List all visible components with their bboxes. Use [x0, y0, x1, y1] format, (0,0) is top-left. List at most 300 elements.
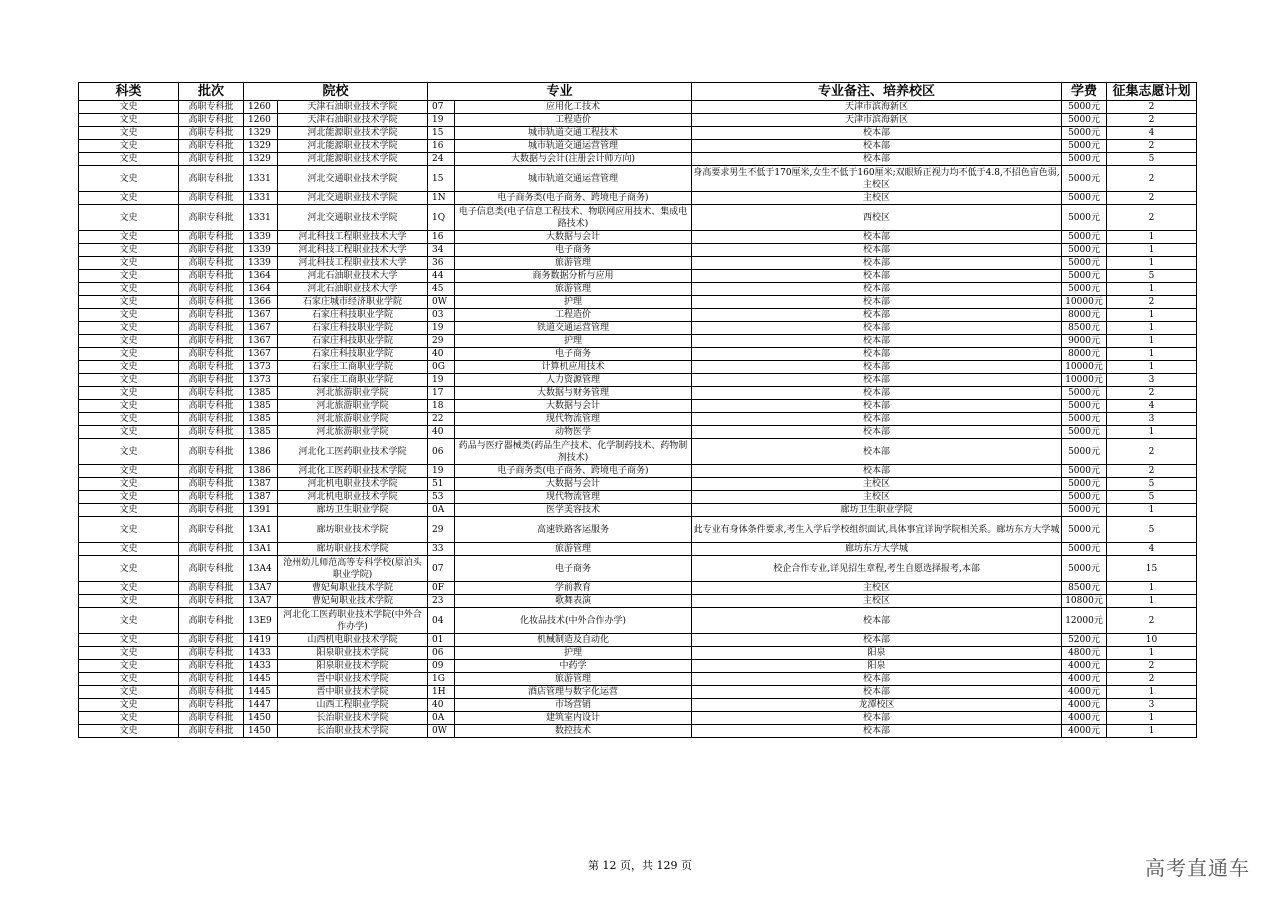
- school-name-cell: 长治职业技术学院: [278, 712, 428, 725]
- remarks-cell: 校企合作专业,详见招生章程,考生自愿选择报考,本部: [692, 556, 1062, 582]
- batch-cell: 高职专科批: [179, 673, 244, 686]
- major-code-cell: 16: [428, 140, 455, 153]
- table-row: [79, 309, 1197, 322]
- tuition-cell: 5000元: [1062, 439, 1107, 465]
- tuition-cell: 5000元: [1062, 192, 1107, 205]
- remarks-cell: 校本部: [692, 296, 1062, 309]
- batch-cell: 高职专科批: [179, 335, 244, 348]
- school-code-cell: 1331: [244, 166, 278, 192]
- tuition-cell: 5000元: [1062, 387, 1107, 400]
- header-major: 专业: [428, 83, 692, 101]
- batch-cell: 高职专科批: [179, 387, 244, 400]
- tuition-cell: 5000元: [1062, 140, 1107, 153]
- category-cell: 文史: [79, 699, 179, 712]
- tuition-cell: 8500元: [1062, 582, 1107, 595]
- tuition-cell: 8000元: [1062, 348, 1107, 361]
- school-name-cell: 晋中职业技术学院: [278, 673, 428, 686]
- plan-cell: 1: [1107, 283, 1197, 296]
- school-code-cell: 1331: [244, 205, 278, 231]
- major-name-cell: 电子商务: [455, 556, 692, 582]
- batch-cell: 高职专科批: [179, 309, 244, 322]
- batch-cell: 高职专科批: [179, 192, 244, 205]
- major-name-cell: 大数据与会计: [455, 478, 692, 491]
- school-name-cell: 河北科技工程职业技术大学: [278, 231, 428, 244]
- school-name-cell: 石家庄科技职业学院: [278, 322, 428, 335]
- category-cell: 文史: [79, 361, 179, 374]
- school-name-cell: 晋中职业技术学院: [278, 686, 428, 699]
- major-name-cell: 人力资源管理: [455, 374, 692, 387]
- school-name-cell: 河北旅游职业学院: [278, 426, 428, 439]
- plan-cell: 2: [1107, 114, 1197, 127]
- category-cell: 文史: [79, 101, 179, 114]
- plan-cell: 1: [1107, 322, 1197, 335]
- table-row: [79, 257, 1197, 270]
- school-name-cell: 河北石油职业技术大学: [278, 283, 428, 296]
- table-row: [79, 660, 1197, 673]
- remarks-cell: 校本部: [692, 348, 1062, 361]
- school-code-cell: 1385: [244, 426, 278, 439]
- table-row: [79, 712, 1197, 725]
- remarks-cell: 校本部: [692, 387, 1062, 400]
- major-name-cell: 护理: [455, 296, 692, 309]
- table-row: [79, 699, 1197, 712]
- batch-cell: 高职专科批: [179, 231, 244, 244]
- table-body: [79, 101, 1197, 738]
- remarks-cell: 校本部: [692, 127, 1062, 140]
- major-code-cell: 19: [428, 465, 455, 478]
- remarks-cell: 校本部: [692, 725, 1062, 738]
- school-code-cell: 1373: [244, 374, 278, 387]
- major-name-cell: 电子商务类(电子商务、跨境电子商务): [455, 465, 692, 478]
- batch-cell: 高职专科批: [179, 686, 244, 699]
- school-name-cell: 长治职业技术学院: [278, 725, 428, 738]
- school-code-cell: 1364: [244, 283, 278, 296]
- plan-cell: 5: [1107, 491, 1197, 504]
- remarks-cell: 校本部: [692, 335, 1062, 348]
- school-name-cell: 河北机电职业技术学院: [278, 478, 428, 491]
- school-code-cell: 1385: [244, 387, 278, 400]
- category-cell: 文史: [79, 114, 179, 127]
- major-code-cell: 09: [428, 660, 455, 673]
- table-row: [79, 374, 1197, 387]
- tuition-cell: 5000元: [1062, 478, 1107, 491]
- remarks-cell: 此专业有身体条件要求,考生入学后学校组织面试,具体事宜详询学院相关系。廊坊东方大学城: [692, 517, 1062, 543]
- school-code-cell: 1331: [244, 192, 278, 205]
- major-code-cell: 16: [428, 231, 455, 244]
- tuition-cell: 5200元: [1062, 634, 1107, 647]
- major-name-cell: 工程造价: [455, 309, 692, 322]
- remarks-cell: 校本部: [692, 400, 1062, 413]
- plan-cell: 3: [1107, 413, 1197, 426]
- plan-cell: 2: [1107, 101, 1197, 114]
- plan-cell: 1: [1107, 231, 1197, 244]
- school-name-cell: 河北科技工程职业技术大学: [278, 244, 428, 257]
- school-name-cell: 河北化工医药职业技术学院: [278, 439, 428, 465]
- remarks-cell: 校本部: [692, 374, 1062, 387]
- category-cell: 文史: [79, 127, 179, 140]
- table-row: [79, 647, 1197, 660]
- major-name-cell: 电子商务: [455, 348, 692, 361]
- tuition-cell: 5000元: [1062, 127, 1107, 140]
- table-row: [79, 348, 1197, 361]
- category-cell: 文史: [79, 270, 179, 283]
- major-name-cell: 机械制造及自动化: [455, 634, 692, 647]
- table-row: [79, 426, 1197, 439]
- remarks-cell: 主校区: [692, 192, 1062, 205]
- major-name-cell: 应用化工技术: [455, 101, 692, 114]
- plan-cell: 5: [1107, 517, 1197, 543]
- tuition-cell: 5000元: [1062, 413, 1107, 426]
- category-cell: 文史: [79, 426, 179, 439]
- category-cell: 文史: [79, 400, 179, 413]
- batch-cell: 高职专科批: [179, 153, 244, 166]
- category-cell: 文史: [79, 543, 179, 556]
- major-name-cell: 铁道交通运营管理: [455, 322, 692, 335]
- major-code-cell: 19: [428, 322, 455, 335]
- major-code-cell: 45: [428, 283, 455, 296]
- major-name-cell: 护理: [455, 647, 692, 660]
- remarks-cell: 校本部: [692, 322, 1062, 335]
- school-code-cell: 1364: [244, 270, 278, 283]
- remarks-cell: 校本部: [692, 244, 1062, 257]
- school-name-cell: 河北机电职业技术学院: [278, 491, 428, 504]
- major-code-cell: 17: [428, 387, 455, 400]
- table-row: [79, 192, 1197, 205]
- tuition-cell: 5000元: [1062, 517, 1107, 543]
- major-name-cell: 电子信息类(电子信息工程技术、物联网应用技术、集成电路技术): [455, 205, 692, 231]
- school-code-cell: 1367: [244, 309, 278, 322]
- major-name-cell: 商务数据分析与应用: [455, 270, 692, 283]
- school-code-cell: 1445: [244, 673, 278, 686]
- major-code-cell: 1N: [428, 192, 455, 205]
- tuition-cell: 10000元: [1062, 374, 1107, 387]
- remarks-cell: 校本部: [692, 231, 1062, 244]
- table-header-row: [79, 83, 1197, 101]
- major-name-cell: 大数据与财务管理: [455, 387, 692, 400]
- tuition-cell: 4000元: [1062, 699, 1107, 712]
- school-code-cell: 1339: [244, 244, 278, 257]
- remarks-cell: 天津市滨海新区: [692, 114, 1062, 127]
- batch-cell: 高职专科批: [179, 322, 244, 335]
- category-cell: 文史: [79, 335, 179, 348]
- batch-cell: 高职专科批: [179, 127, 244, 140]
- major-name-cell: 旅游管理: [455, 673, 692, 686]
- category-cell: 文史: [79, 673, 179, 686]
- school-name-cell: 廊坊职业技术学院: [278, 517, 428, 543]
- school-code-cell: 13A1: [244, 517, 278, 543]
- school-code-cell: 1450: [244, 712, 278, 725]
- header-category: 科类: [79, 83, 179, 101]
- school-name-cell: 曹妃甸职业技术学院: [278, 595, 428, 608]
- school-code-cell: 13A1: [244, 543, 278, 556]
- plan-cell: 1: [1107, 348, 1197, 361]
- plan-cell: 1: [1107, 257, 1197, 270]
- plan-cell: 1: [1107, 582, 1197, 595]
- batch-cell: 高职专科批: [179, 504, 244, 517]
- category-cell: 文史: [79, 634, 179, 647]
- category-cell: 文史: [79, 504, 179, 517]
- major-name-cell: 护理: [455, 335, 692, 348]
- major-code-cell: 44: [428, 270, 455, 283]
- tuition-cell: 5000元: [1062, 491, 1107, 504]
- header-batch: 批次: [179, 83, 244, 101]
- school-code-cell: 13A7: [244, 595, 278, 608]
- major-code-cell: 0G: [428, 361, 455, 374]
- major-code-cell: 51: [428, 478, 455, 491]
- category-cell: 文史: [79, 231, 179, 244]
- batch-cell: 高职专科批: [179, 114, 244, 127]
- major-name-cell: 现代物流管理: [455, 491, 692, 504]
- school-code-cell: 1373: [244, 361, 278, 374]
- school-code-cell: 1329: [244, 140, 278, 153]
- major-name-cell: 大数据与会计: [455, 231, 692, 244]
- major-code-cell: 0A: [428, 504, 455, 517]
- category-cell: 文史: [79, 712, 179, 725]
- plan-cell: 15: [1107, 556, 1197, 582]
- major-name-cell: 计算机应用技术: [455, 361, 692, 374]
- major-code-cell: 06: [428, 647, 455, 660]
- major-code-cell: 0A: [428, 712, 455, 725]
- category-cell: 文史: [79, 205, 179, 231]
- remarks-cell: 校本部: [692, 413, 1062, 426]
- batch-cell: 高职专科批: [179, 608, 244, 634]
- category-cell: 文史: [79, 387, 179, 400]
- major-name-cell: 工程造价: [455, 114, 692, 127]
- remarks-cell: 廊坊卫生职业学院: [692, 504, 1062, 517]
- school-code-cell: 1339: [244, 257, 278, 270]
- tuition-cell: 5000元: [1062, 400, 1107, 413]
- major-code-cell: 0W: [428, 725, 455, 738]
- remarks-cell: 校本部: [692, 309, 1062, 322]
- plan-cell: 2: [1107, 205, 1197, 231]
- category-cell: 文史: [79, 296, 179, 309]
- table-row: [79, 413, 1197, 426]
- category-cell: 文史: [79, 374, 179, 387]
- school-code-cell: 13A4: [244, 556, 278, 582]
- major-name-cell: 现代物流管理: [455, 413, 692, 426]
- school-name-cell: 石家庄科技职业学院: [278, 309, 428, 322]
- table-row: [79, 465, 1197, 478]
- watermark-logo: 高考直通车: [1145, 856, 1250, 880]
- remarks-cell: 西校区: [692, 205, 1062, 231]
- remarks-cell: 校本部: [692, 712, 1062, 725]
- tuition-cell: 5000元: [1062, 231, 1107, 244]
- category-cell: 文史: [79, 478, 179, 491]
- table-row: [79, 673, 1197, 686]
- category-cell: 文史: [79, 257, 179, 270]
- batch-cell: 高职专科批: [179, 595, 244, 608]
- category-cell: 文史: [79, 166, 179, 192]
- category-cell: 文史: [79, 153, 179, 166]
- major-code-cell: 1H: [428, 686, 455, 699]
- tuition-cell: 8000元: [1062, 309, 1107, 322]
- tuition-cell: 5000元: [1062, 244, 1107, 257]
- table-row: [79, 153, 1197, 166]
- major-name-cell: 城市轨道交通工程技术: [455, 127, 692, 140]
- batch-cell: 高职专科批: [179, 348, 244, 361]
- school-code-cell: 1445: [244, 686, 278, 699]
- plan-cell: 5: [1107, 153, 1197, 166]
- school-name-cell: 山西机电职业技术学院: [278, 634, 428, 647]
- remarks-cell: 阳泉: [692, 660, 1062, 673]
- school-code-cell: 1419: [244, 634, 278, 647]
- school-name-cell: 河北能源职业技术学院: [278, 140, 428, 153]
- school-name-cell: 河北化工医药职业技术学院: [278, 465, 428, 478]
- tuition-cell: 5000元: [1062, 114, 1107, 127]
- major-code-cell: 53: [428, 491, 455, 504]
- tuition-cell: 10000元: [1062, 296, 1107, 309]
- remarks-cell: 校本部: [692, 673, 1062, 686]
- major-code-cell: 23: [428, 595, 455, 608]
- major-code-cell: 33: [428, 543, 455, 556]
- tuition-cell: 5000元: [1062, 556, 1107, 582]
- major-code-cell: 19: [428, 114, 455, 127]
- school-name-cell: 河北旅游职业学院: [278, 387, 428, 400]
- major-code-cell: 01: [428, 634, 455, 647]
- plan-cell: 2: [1107, 465, 1197, 478]
- category-cell: 文史: [79, 465, 179, 478]
- batch-cell: 高职专科批: [179, 439, 244, 465]
- plan-cell: 2: [1107, 140, 1197, 153]
- remarks-cell: 校本部: [692, 140, 1062, 153]
- batch-cell: 高职专科批: [179, 270, 244, 283]
- table-row: [79, 517, 1197, 543]
- school-name-cell: 河北石油职业技术大学: [278, 270, 428, 283]
- table-row: [79, 478, 1197, 491]
- remarks-cell: 主校区: [692, 478, 1062, 491]
- plan-cell: 5: [1107, 478, 1197, 491]
- table-row: [79, 439, 1197, 465]
- remarks-cell: 校本部: [692, 361, 1062, 374]
- school-name-cell: 山西工程职业学院: [278, 699, 428, 712]
- school-name-cell: 天津石油职业技术学院: [278, 101, 428, 114]
- table-row: [79, 140, 1197, 153]
- batch-cell: 高职专科批: [179, 647, 244, 660]
- tuition-cell: 9000元: [1062, 335, 1107, 348]
- plan-cell: 1: [1107, 244, 1197, 257]
- table-row: [79, 283, 1197, 296]
- remarks-cell: 主校区: [692, 491, 1062, 504]
- batch-cell: 高职专科批: [179, 400, 244, 413]
- table-row: [79, 270, 1197, 283]
- table-row: [79, 504, 1197, 517]
- plan-cell: 2: [1107, 387, 1197, 400]
- major-name-cell: 中药学: [455, 660, 692, 673]
- plan-cell: 4: [1107, 543, 1197, 556]
- tuition-cell: 4800元: [1062, 647, 1107, 660]
- plan-cell: 2: [1107, 192, 1197, 205]
- category-cell: 文史: [79, 439, 179, 465]
- tuition-cell: 5000元: [1062, 153, 1107, 166]
- plan-cell: 2: [1107, 439, 1197, 465]
- major-name-cell: 建筑室内设计: [455, 712, 692, 725]
- admissions-table: [78, 82, 1197, 738]
- major-code-cell: 07: [428, 556, 455, 582]
- major-name-cell: 电子商务: [455, 244, 692, 257]
- tuition-cell: 5000元: [1062, 283, 1107, 296]
- table-row: [79, 556, 1197, 582]
- plan-cell: 4: [1107, 400, 1197, 413]
- school-name-cell: 河北化工医药职业技术学院(中外合作办学): [278, 608, 428, 634]
- school-name-cell: 河北科技工程职业技术大学: [278, 257, 428, 270]
- tuition-cell: 4000元: [1062, 712, 1107, 725]
- school-code-cell: 1339: [244, 231, 278, 244]
- table-row: [79, 686, 1197, 699]
- batch-cell: 高职专科批: [179, 296, 244, 309]
- remarks-cell: 校本部: [692, 283, 1062, 296]
- remarks-cell: 校本部: [692, 465, 1062, 478]
- tuition-cell: 8500元: [1062, 322, 1107, 335]
- plan-cell: 1: [1107, 335, 1197, 348]
- header-school: 院校: [244, 83, 428, 101]
- school-name-cell: 河北交通职业技术学院: [278, 205, 428, 231]
- school-code-cell: 1329: [244, 127, 278, 140]
- major-code-cell: 24: [428, 153, 455, 166]
- batch-cell: 高职专科批: [179, 257, 244, 270]
- plan-cell: 1: [1107, 725, 1197, 738]
- school-name-cell: 石家庄工商职业学院: [278, 361, 428, 374]
- table-row: [79, 725, 1197, 738]
- remarks-cell: 廊坊东方大学城: [692, 543, 1062, 556]
- category-cell: 文史: [79, 192, 179, 205]
- major-code-cell: 19: [428, 374, 455, 387]
- category-cell: 文史: [79, 595, 179, 608]
- plan-cell: 1: [1107, 712, 1197, 725]
- table-row: [79, 543, 1197, 556]
- major-code-cell: 04: [428, 608, 455, 634]
- school-code-cell: 1387: [244, 478, 278, 491]
- table-row: [79, 296, 1197, 309]
- major-name-cell: 城市轨道交通运营管理: [455, 166, 692, 192]
- major-code-cell: 15: [428, 127, 455, 140]
- major-code-cell: 29: [428, 517, 455, 543]
- plan-cell: 3: [1107, 699, 1197, 712]
- school-name-cell: 阳泉职业技术学院: [278, 647, 428, 660]
- school-code-cell: 1385: [244, 400, 278, 413]
- major-name-cell: 歌舞表演: [455, 595, 692, 608]
- school-code-cell: 13E9: [244, 608, 278, 634]
- plan-cell: 1: [1107, 504, 1197, 517]
- plan-cell: 1: [1107, 426, 1197, 439]
- plan-cell: 2: [1107, 660, 1197, 673]
- plan-cell: 4: [1107, 127, 1197, 140]
- remarks-cell: 校本部: [692, 439, 1062, 465]
- plan-cell: 1: [1107, 595, 1197, 608]
- remarks-cell: 校本部: [692, 426, 1062, 439]
- major-code-cell: 36: [428, 257, 455, 270]
- major-name-cell: 旅游管理: [455, 257, 692, 270]
- category-cell: 文史: [79, 491, 179, 504]
- plan-cell: 3: [1107, 374, 1197, 387]
- batch-cell: 高职专科批: [179, 582, 244, 595]
- school-code-cell: 1386: [244, 465, 278, 478]
- major-name-cell: 市场营销: [455, 699, 692, 712]
- batch-cell: 高职专科批: [179, 491, 244, 504]
- remarks-cell: 校本部: [692, 270, 1062, 283]
- school-code-cell: 1329: [244, 153, 278, 166]
- batch-cell: 高职专科批: [179, 543, 244, 556]
- major-code-cell: 29: [428, 335, 455, 348]
- major-code-cell: 06: [428, 439, 455, 465]
- school-code-cell: 1450: [244, 725, 278, 738]
- table-row: [79, 166, 1197, 192]
- remarks-cell: 龙潭校区: [692, 699, 1062, 712]
- major-name-cell: 城市轨道交通运营管理: [455, 140, 692, 153]
- school-name-cell: 石家庄科技职业学院: [278, 348, 428, 361]
- tuition-cell: 10000元: [1062, 361, 1107, 374]
- major-name-cell: 旅游管理: [455, 543, 692, 556]
- school-name-cell: 石家庄科技职业学院: [278, 335, 428, 348]
